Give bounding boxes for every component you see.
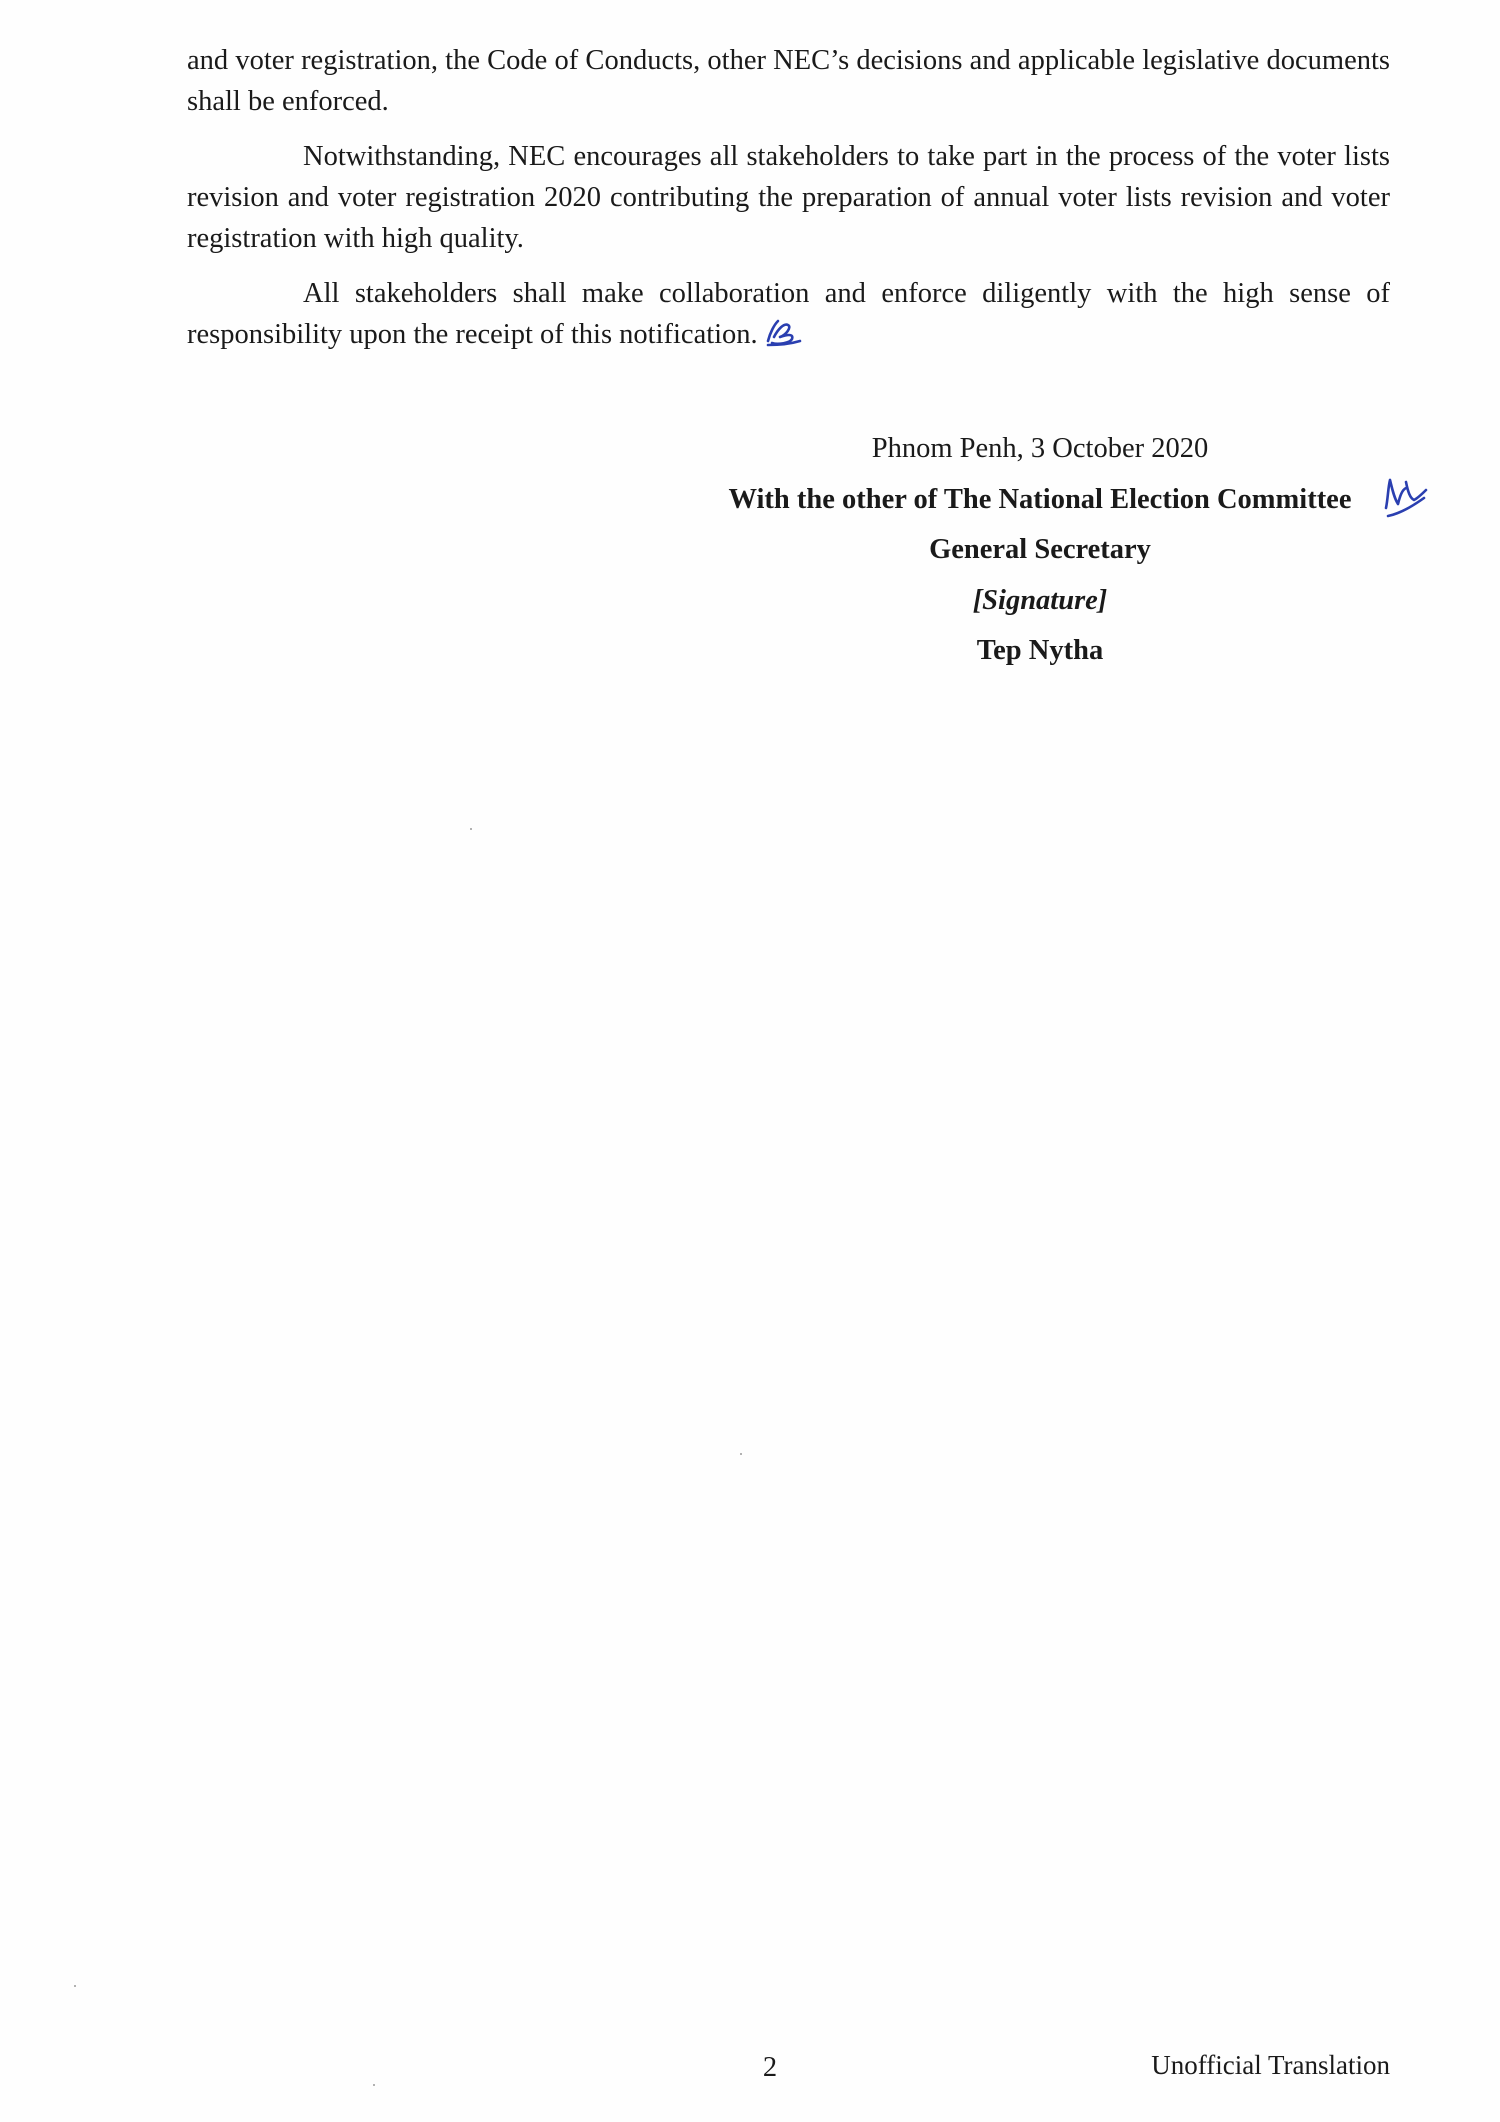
paragraph-collaboration-text: All stakeholders shall make collaboration and enforce diligently with the high sense of responsibility upon the receipt of this notification. — [187, 278, 1390, 350]
signatory-name: Tep Nytha — [976, 635, 1104, 666]
scan-speck — [740, 1453, 742, 1455]
scan-speck — [470, 828, 472, 830]
order-line: With the other of The National Election Committee — [728, 483, 1352, 515]
paragraph-enforcement — [187, 40, 1390, 122]
signatory-title: General Secretary — [929, 534, 1151, 565]
paragraph-collaboration — [187, 273, 1390, 355]
scan-speck — [373, 2084, 375, 2086]
paragraph-enforcement-text: and voter registration, the Code of Conducts, other NEC’s decisions and applicable legislative documents shall be enforced. — [187, 45, 1390, 117]
place-date: Phnom Penh, 3 October 2020 — [871, 433, 1209, 464]
handwritten-initials-mark — [764, 315, 804, 349]
page-number: 2 — [762, 2052, 778, 2083]
scan-speck — [74, 1985, 76, 1987]
paragraph-encouragement-text: Notwithstanding, NEC encourages all stakeholders to take part in the process of the voter lists revision and voter registration 2020 contributing the preparation of annual voter lists revision and voter registration with high quality. — [187, 141, 1390, 254]
paragraph-encouragement — [187, 136, 1390, 259]
document-body — [187, 40, 1390, 369]
translation-note: Unofficial Translation — [1151, 2050, 1390, 2080]
signature-note: [Signature] — [972, 584, 1108, 616]
handwritten-initials-mark-2 — [1380, 474, 1430, 522]
signature-block — [690, 424, 1390, 677]
